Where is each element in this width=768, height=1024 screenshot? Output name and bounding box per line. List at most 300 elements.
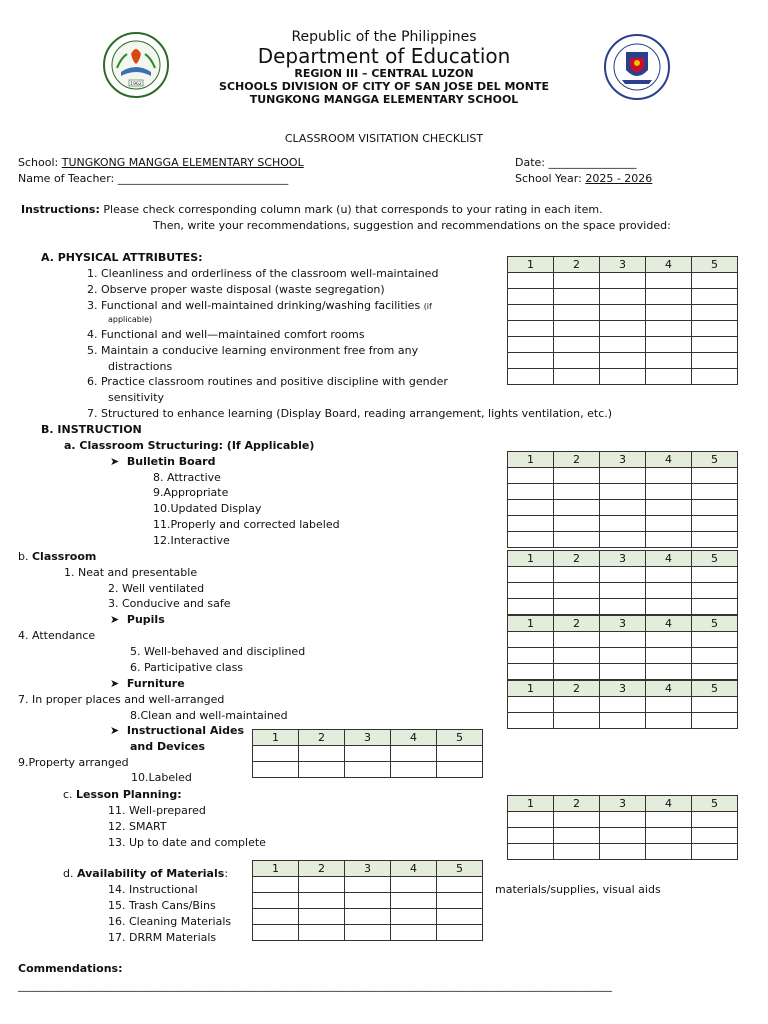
rating-cell[interactable] <box>692 353 738 369</box>
rating-cell[interactable] <box>600 697 646 713</box>
rating-header-cell: 2 <box>554 452 600 468</box>
rating-cell[interactable] <box>600 468 646 484</box>
bb-item-10: 10.Updated Display <box>153 502 262 515</box>
lp-item-13: 13. Up to date and complete <box>108 836 266 849</box>
am-item-14: 14. Instructional <box>108 883 198 896</box>
a-item-6-cont: sensitivity <box>108 391 165 404</box>
aides-label-1: Instructional Aides <box>126 724 245 737</box>
rating-cell[interactable] <box>554 812 600 828</box>
rating-cell[interactable] <box>692 713 738 729</box>
rating-cell[interactable] <box>692 583 738 599</box>
rating-cell[interactable] <box>253 893 299 909</box>
rating-cell[interactable] <box>692 305 738 321</box>
rating-cell[interactable] <box>600 812 646 828</box>
rating-header-cell: 5 <box>437 730 483 746</box>
rating-row <box>508 337 738 353</box>
a-item-4: 4. Functional and well—maintained comfort rooms <box>87 328 365 341</box>
pu-item-5: 5. Well-behaved and disciplined <box>130 645 306 658</box>
rating-cell[interactable] <box>692 289 738 305</box>
rating-row <box>508 500 738 516</box>
instructions-label: Instructions: <box>21 203 100 216</box>
rating-cell[interactable] <box>692 516 738 532</box>
rating-header-cell: 2 <box>299 730 345 746</box>
rating-cell[interactable] <box>554 369 600 385</box>
rating-cell[interactable] <box>646 828 692 844</box>
rating-cell[interactable] <box>692 273 738 289</box>
rating-cell[interactable] <box>253 925 299 941</box>
rating-cell[interactable] <box>299 746 345 762</box>
teacher-blank[interactable]: _______________________________ <box>117 172 289 185</box>
rating-cell[interactable] <box>554 500 600 516</box>
bb-item-11: 11.Properly and corrected labeled <box>153 518 340 531</box>
rating-header-cell: 3 <box>345 861 391 877</box>
rating-table-physical <box>507 256 738 385</box>
rating-header-cell: 1 <box>508 681 554 697</box>
rating-row <box>508 713 738 729</box>
rating-header-cell: 3 <box>600 452 646 468</box>
rating-cell[interactable] <box>600 273 646 289</box>
rating-cell[interactable] <box>600 713 646 729</box>
rating-header-cell: 1 <box>508 796 554 812</box>
rating-cell[interactable] <box>554 516 600 532</box>
rating-cell[interactable] <box>554 532 600 548</box>
instructions-line-2: Then, write your recommendations, suggestion and recommendations on the space provided: <box>153 219 671 232</box>
rating-header-cell: 4 <box>646 681 692 697</box>
arrow-icon: ➤ <box>110 613 120 626</box>
rating-cell[interactable] <box>692 599 738 615</box>
cl-item-3: 3. Conducive and safe <box>108 597 231 610</box>
rating-cell[interactable] <box>554 289 600 305</box>
a-item-3-note: (if <box>423 302 432 311</box>
rating-cell[interactable] <box>345 893 391 909</box>
a-item-5-cont: distractions <box>108 360 173 373</box>
am-item-14-tail: materials/supplies, visual aids <box>495 883 661 896</box>
rating-cell[interactable] <box>692 532 738 548</box>
rating-table-furniture <box>507 680 738 729</box>
rating-cell[interactable] <box>646 812 692 828</box>
rating-cell[interactable] <box>508 844 554 860</box>
rating-cell[interactable] <box>437 746 483 762</box>
furniture-label: Furniture <box>126 677 185 690</box>
rating-cell[interactable] <box>508 468 554 484</box>
pupils-heading <box>110 613 165 627</box>
rating-header-cell: 4 <box>391 861 437 877</box>
rating-cell[interactable] <box>646 305 692 321</box>
am-label: Availability of Materials <box>76 867 225 880</box>
lp-item-12: 12. SMART <box>108 820 167 833</box>
rating-header-cell: 1 <box>253 861 299 877</box>
rating-header-cell: 5 <box>692 452 738 468</box>
rating-header-cell: 2 <box>554 257 600 273</box>
rating-cell[interactable] <box>437 877 483 893</box>
rating-cell[interactable] <box>600 484 646 500</box>
a-item-5: 5. Maintain a conducive learning environment free from any <box>87 344 419 357</box>
rating-row <box>508 567 738 583</box>
rating-row <box>508 583 738 599</box>
rating-cell[interactable] <box>508 599 554 615</box>
rating-cell[interactable] <box>508 812 554 828</box>
rating-cell[interactable] <box>646 337 692 353</box>
school-line <box>18 156 304 170</box>
classroom-prefix: b. <box>18 550 29 563</box>
rating-cell[interactable] <box>508 353 554 369</box>
cl-item-2: 2. Well ventilated <box>108 582 205 595</box>
lp-label: Lesson Planning: <box>76 788 182 801</box>
rating-cell[interactable] <box>437 893 483 909</box>
date-label: Date: <box>515 156 545 169</box>
rating-cell[interactable] <box>437 909 483 925</box>
rating-table-lesson <box>507 795 738 860</box>
rating-row <box>253 762 483 778</box>
rating-cell[interactable] <box>508 321 554 337</box>
rating-cell[interactable] <box>554 567 600 583</box>
rating-header-cell: 1 <box>508 551 554 567</box>
rating-header-cell: 5 <box>692 551 738 567</box>
rating-cell[interactable] <box>600 516 646 532</box>
a-item-3-note-cont: applicable) <box>108 315 153 324</box>
rating-cell[interactable] <box>345 762 391 778</box>
rating-cell[interactable] <box>554 697 600 713</box>
rating-row <box>508 468 738 484</box>
rating-header-cell: 4 <box>646 551 692 567</box>
rating-header-cell: 1 <box>508 616 554 632</box>
rating-header-cell: 2 <box>299 861 345 877</box>
rating-cell[interactable] <box>646 532 692 548</box>
classroom-label: Classroom <box>31 550 97 563</box>
rating-header-row <box>508 551 738 567</box>
header-region: REGION III – CENTRAL LUZON <box>294 67 474 80</box>
rating-cell[interactable] <box>600 664 646 680</box>
rating-header-cell: 5 <box>692 257 738 273</box>
rating-cell[interactable] <box>345 746 391 762</box>
rating-cell[interactable] <box>299 762 345 778</box>
rating-cell[interactable] <box>692 321 738 337</box>
pupils-label: Pupils <box>126 613 165 626</box>
rating-cell[interactable] <box>554 468 600 484</box>
rating-cell[interactable] <box>554 648 600 664</box>
a-item-7: 7. Structured to enhance learning (Display Board, reading arrangement, lights ventilation, etc.) <box>87 407 613 420</box>
rating-header-cell: 2 <box>554 616 600 632</box>
rating-cell[interactable] <box>554 713 600 729</box>
arrow-icon: ➤ <box>110 677 120 690</box>
rating-row <box>253 877 483 893</box>
rating-cell[interactable] <box>692 844 738 860</box>
rating-cell[interactable] <box>508 648 554 664</box>
rating-cell[interactable] <box>692 369 738 385</box>
date-line <box>515 156 637 170</box>
rating-cell[interactable] <box>600 632 646 648</box>
rating-cell[interactable] <box>554 664 600 680</box>
arrow-icon: ➤ <box>110 455 120 468</box>
rating-cell[interactable] <box>600 583 646 599</box>
school-value: TUNGKONG MANGGA ELEMENTARY SCHOOL <box>61 156 304 169</box>
rating-cell[interactable] <box>600 844 646 860</box>
section-a-title: A. PHYSICAL ATTRIBUTES: <box>41 251 203 264</box>
rating-cell[interactable] <box>692 828 738 844</box>
rating-cell[interactable] <box>600 289 646 305</box>
rating-cell[interactable] <box>508 273 554 289</box>
aides-label-2: and Devices <box>130 740 206 753</box>
rating-cell[interactable] <box>508 289 554 305</box>
rating-cell[interactable] <box>600 828 646 844</box>
rating-table-aides <box>252 729 483 778</box>
bb-item-9: 9.Appropriate <box>153 486 229 499</box>
am-colon: : <box>224 867 229 880</box>
a-item-3-text: 3. Functional and well-maintained drinking/washing facilities <box>87 299 421 312</box>
rating-cell[interactable] <box>508 532 554 548</box>
rating-cell[interactable] <box>646 289 692 305</box>
rating-cell[interactable] <box>692 697 738 713</box>
rating-header-row <box>508 681 738 697</box>
a-item-6: 6. Practice classroom routines and positive discipline with gender <box>87 375 448 388</box>
rating-cell[interactable] <box>554 632 600 648</box>
rating-row <box>508 844 738 860</box>
rating-cell[interactable] <box>554 273 600 289</box>
left-seal-year: 1962 <box>130 82 142 87</box>
rating-header-cell: 1 <box>508 257 554 273</box>
rating-cell[interactable] <box>600 500 646 516</box>
rating-cell[interactable] <box>646 468 692 484</box>
school-year-line <box>515 172 652 186</box>
rating-row <box>508 632 738 648</box>
lesson-planning-heading <box>63 788 182 802</box>
rating-header-cell: 1 <box>253 730 299 746</box>
bb-item-8: 8. Attractive <box>153 471 221 484</box>
rating-cell[interactable] <box>646 844 692 860</box>
rating-cell[interactable] <box>508 583 554 599</box>
instructions-line-1 <box>21 203 603 217</box>
rating-header-cell: 4 <box>646 257 692 273</box>
rating-cell[interactable] <box>508 305 554 321</box>
rating-cell[interactable] <box>508 697 554 713</box>
rating-row <box>508 369 738 385</box>
rating-row <box>508 664 738 680</box>
cl-item-1: 1. Neat and presentable <box>64 566 198 579</box>
rating-header-cell: 3 <box>600 681 646 697</box>
am-item-15: 15. Trash Cans/Bins <box>108 899 216 912</box>
a-item-3 <box>87 299 432 314</box>
aides-item-9: 9.Property arranged <box>18 756 129 769</box>
rating-cell[interactable] <box>391 893 437 909</box>
a-item-2: 2. Observe proper waste disposal (waste segregation) <box>87 283 385 296</box>
rating-cell[interactable] <box>253 877 299 893</box>
rating-cell[interactable] <box>692 468 738 484</box>
rating-header-cell: 4 <box>646 452 692 468</box>
rating-cell[interactable] <box>600 353 646 369</box>
availability-heading <box>63 867 228 881</box>
rating-row <box>508 516 738 532</box>
rating-cell[interactable] <box>508 567 554 583</box>
rating-cell[interactable] <box>692 648 738 664</box>
rating-cell[interactable] <box>554 353 600 369</box>
rating-cell[interactable] <box>391 746 437 762</box>
document-title: CLASSROOM VISITATION CHECKLIST <box>284 132 484 145</box>
rating-cell[interactable] <box>646 697 692 713</box>
rating-cell[interactable] <box>646 599 692 615</box>
rating-cell[interactable] <box>508 713 554 729</box>
rating-cell[interactable] <box>508 516 554 532</box>
rating-row <box>508 599 738 615</box>
rating-header-cell: 4 <box>391 730 437 746</box>
rating-cell[interactable] <box>646 321 692 337</box>
rating-cell[interactable] <box>646 273 692 289</box>
rating-cell[interactable] <box>692 500 738 516</box>
rating-cell[interactable] <box>554 828 600 844</box>
rating-cell[interactable] <box>345 877 391 893</box>
rating-cell[interactable] <box>554 583 600 599</box>
rating-cell[interactable] <box>646 583 692 599</box>
rating-cell[interactable] <box>600 532 646 548</box>
rating-cell[interactable] <box>600 599 646 615</box>
sub-a-title: a. Classroom Structuring: (If Applicable) <box>64 439 315 452</box>
header-republic: Republic of the Philippines <box>291 29 477 45</box>
rating-cell[interactable] <box>646 632 692 648</box>
rating-cell[interactable] <box>391 925 437 941</box>
rating-header-cell: 2 <box>554 681 600 697</box>
rating-header-cell: 3 <box>600 616 646 632</box>
aides-heading <box>110 724 244 738</box>
rating-cell[interactable] <box>692 337 738 353</box>
pu-item-4: 4. Attendance <box>18 629 96 642</box>
bulletin-board-heading <box>110 455 215 469</box>
rating-header-cell: 2 <box>554 551 600 567</box>
rating-cell[interactable] <box>299 909 345 925</box>
teacher-label: Name of Teacher: <box>18 172 115 185</box>
fu-item-7: 7. In proper places and well-arranged <box>18 693 225 706</box>
rating-table-classroom <box>507 550 738 615</box>
rating-cell[interactable] <box>692 484 738 500</box>
rating-cell[interactable] <box>391 762 437 778</box>
date-blank[interactable]: ________________ <box>548 156 637 169</box>
rating-header-cell: 5 <box>437 861 483 877</box>
rating-header-cell: 5 <box>692 681 738 697</box>
rating-cell[interactable] <box>299 893 345 909</box>
a-item-1: 1. Cleanliness and orderliness of the classroom well-maintained <box>87 267 439 280</box>
rating-header-cell: 5 <box>692 796 738 812</box>
aides-item-10: 10.Labeled <box>131 771 192 784</box>
school-year-label: School Year: <box>515 172 582 185</box>
rating-cell[interactable] <box>692 812 738 828</box>
rating-cell[interactable] <box>391 909 437 925</box>
rating-cell[interactable] <box>299 925 345 941</box>
rating-cell[interactable] <box>299 877 345 893</box>
rating-cell[interactable] <box>253 762 299 778</box>
bb-item-12: 12.Interactive <box>153 534 230 547</box>
rating-cell[interactable] <box>600 648 646 664</box>
rating-cell[interactable] <box>253 909 299 925</box>
rating-row <box>508 289 738 305</box>
furniture-heading <box>110 677 185 691</box>
rating-header-cell: 5 <box>692 616 738 632</box>
rating-cell[interactable] <box>345 925 391 941</box>
rating-cell[interactable] <box>692 632 738 648</box>
rating-cell[interactable] <box>646 713 692 729</box>
rating-cell[interactable] <box>508 500 554 516</box>
classroom-heading <box>18 550 96 564</box>
rating-row <box>508 305 738 321</box>
rating-cell[interactable] <box>554 305 600 321</box>
rating-cell[interactable] <box>692 567 738 583</box>
rating-cell[interactable] <box>646 500 692 516</box>
rating-cell[interactable] <box>554 599 600 615</box>
rating-header-cell: 3 <box>600 551 646 567</box>
rating-table-materials <box>252 860 483 941</box>
rating-header-cell: 4 <box>646 796 692 812</box>
rating-cell[interactable] <box>437 925 483 941</box>
rating-row <box>508 828 738 844</box>
rating-cell[interactable] <box>508 664 554 680</box>
rating-row <box>508 697 738 713</box>
rating-cell[interactable] <box>600 305 646 321</box>
rating-cell[interactable] <box>646 516 692 532</box>
rating-cell[interactable] <box>508 337 554 353</box>
rating-row <box>508 812 738 828</box>
bulletin-board-label: Bulletin Board <box>126 455 216 468</box>
rating-cell[interactable] <box>692 664 738 680</box>
rating-cell[interactable] <box>391 877 437 893</box>
rating-cell[interactable] <box>646 664 692 680</box>
section-b-title: B. INSTRUCTION <box>41 423 142 436</box>
rating-header-cell: 1 <box>508 452 554 468</box>
lp-item-11: 11. Well-prepared <box>108 804 206 817</box>
rating-header-cell: 4 <box>646 616 692 632</box>
rating-cell[interactable] <box>345 909 391 925</box>
rating-header-row <box>253 730 483 746</box>
rating-cell[interactable] <box>508 632 554 648</box>
rating-cell[interactable] <box>508 828 554 844</box>
rating-cell[interactable] <box>508 369 554 385</box>
rating-cell[interactable] <box>646 353 692 369</box>
rating-row <box>253 925 483 941</box>
school-label: School: <box>18 156 59 169</box>
rating-cell[interactable] <box>600 567 646 583</box>
rating-cell[interactable] <box>600 369 646 385</box>
rating-row <box>508 532 738 548</box>
rating-header-row <box>508 452 738 468</box>
rating-cell[interactable] <box>554 321 600 337</box>
rating-header-row <box>508 257 738 273</box>
rating-table-bulletin <box>507 451 738 548</box>
rating-table-pupils <box>507 615 738 680</box>
commendations-label: Commendations: <box>18 962 123 975</box>
rating-row <box>508 353 738 369</box>
am-prefix: d. <box>63 867 74 880</box>
rating-cell[interactable] <box>600 337 646 353</box>
rating-cell[interactable] <box>554 484 600 500</box>
header-division: SCHOOLS DIVISION OF CITY OF SAN JOSE DEL MONTE <box>219 80 549 93</box>
rating-row <box>253 893 483 909</box>
rating-cell[interactable] <box>646 648 692 664</box>
rating-header-cell: 3 <box>600 796 646 812</box>
rating-cell[interactable] <box>646 567 692 583</box>
rating-cell[interactable] <box>253 746 299 762</box>
rating-row <box>253 746 483 762</box>
arrow-icon: ➤ <box>110 724 120 737</box>
rating-header-cell: 2 <box>554 796 600 812</box>
rating-cell[interactable] <box>554 337 600 353</box>
rating-cell[interactable] <box>508 484 554 500</box>
header-department: Department of Education <box>257 44 511 68</box>
rating-cell[interactable] <box>646 484 692 500</box>
rating-cell[interactable] <box>600 321 646 337</box>
commendations-line[interactable]: ____________________________________________________________________________________________________________ <box>18 979 612 992</box>
rating-cell[interactable] <box>437 762 483 778</box>
rating-cell[interactable] <box>554 844 600 860</box>
rating-cell[interactable] <box>646 369 692 385</box>
rating-header-row <box>508 616 738 632</box>
rating-row <box>508 273 738 289</box>
header-school: TUNGKONG MANGGA ELEMENTARY SCHOOL <box>249 93 519 106</box>
